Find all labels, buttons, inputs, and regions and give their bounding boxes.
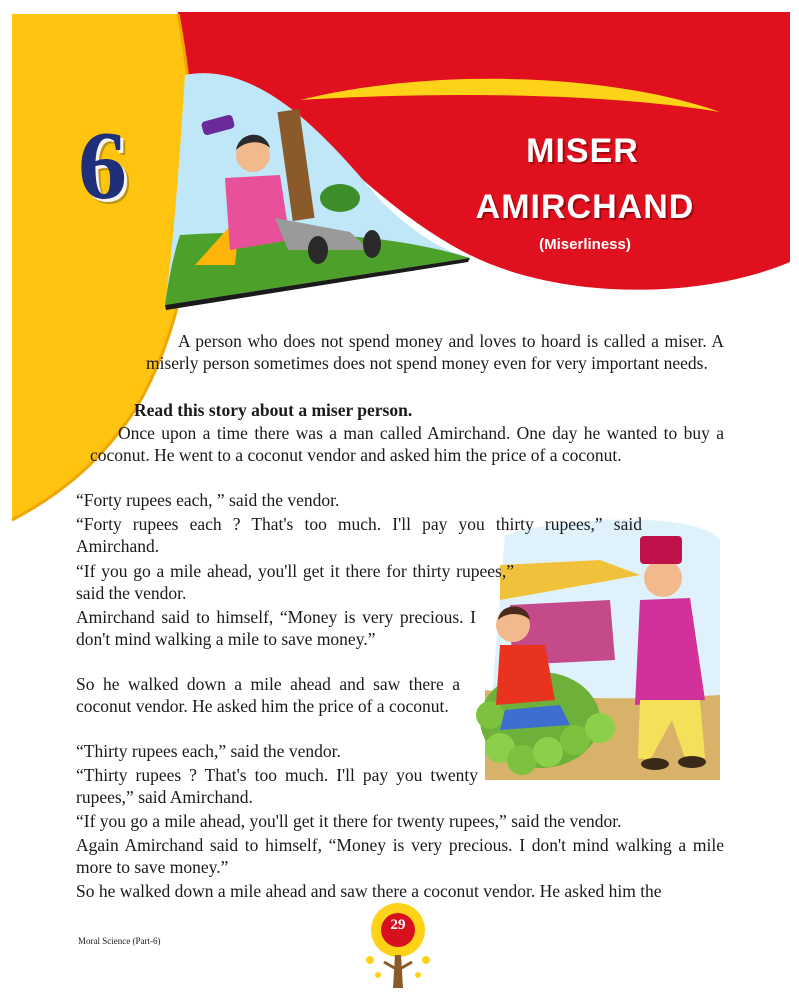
story-line: “Forty rupees each, ” said the vendor. [76, 490, 340, 510]
instruction-line: Read this story about a miser person. [134, 400, 413, 420]
vendor-illustration [476, 519, 720, 780]
chapter-number: 6 [78, 112, 127, 220]
chapter-subtitle: (Miserliness) [539, 236, 631, 253]
chapter-title-line1: MISER [526, 132, 639, 170]
story-line: So he walked down a mile ahead and saw there a coconut vendor. He asked him the [76, 881, 662, 901]
story-line: So he walked down a mile ahead and saw there a coconut vendor. He asked him the price of a coconut. [76, 674, 460, 716]
chapter-title-line2: AMIRCHAND [475, 188, 695, 226]
story-line: “Thirty rupees each,” said the vendor. [76, 741, 341, 761]
page-number-tree [366, 903, 430, 988]
story-line: “Forty rupees each ? That's too much. I'll pay you thirty rupees,” said Amirchand. [76, 514, 642, 556]
page-number: 29 [390, 917, 406, 933]
story-line: “If you go a mile ahead, you'll get it there for thirty rupees,” said the vendor. [76, 561, 514, 603]
story-line: Amirchand said to himself, “Money is very precious. I don't mind walking a mile to save money.” [76, 607, 476, 649]
story-opening-paragraph: Once upon a time there was a man called Amirchand. One day he wanted to buy a coconut. He went to a coconut vendor and asked him the price of a coconut. [90, 423, 724, 465]
story-line: “If you go a mile ahead, you'll get it there for twenty rupees,” said the vendor. [76, 811, 622, 831]
story-line: “Thirty rupees ? That's too much. I'll pay you twenty rupees,” said Amirchand. [76, 765, 478, 807]
intro-paragraph: A person who does not spend money and loves to hoard is called a miser. A miserly person sometimes does not spend money even for very important needs. [146, 331, 724, 373]
story-line: Again Amirchand said to himself, “Money is very precious. I don't mind walking a mile more to save money.” [76, 835, 724, 877]
book-title-footer: Moral Science (Part-6) [78, 936, 161, 946]
